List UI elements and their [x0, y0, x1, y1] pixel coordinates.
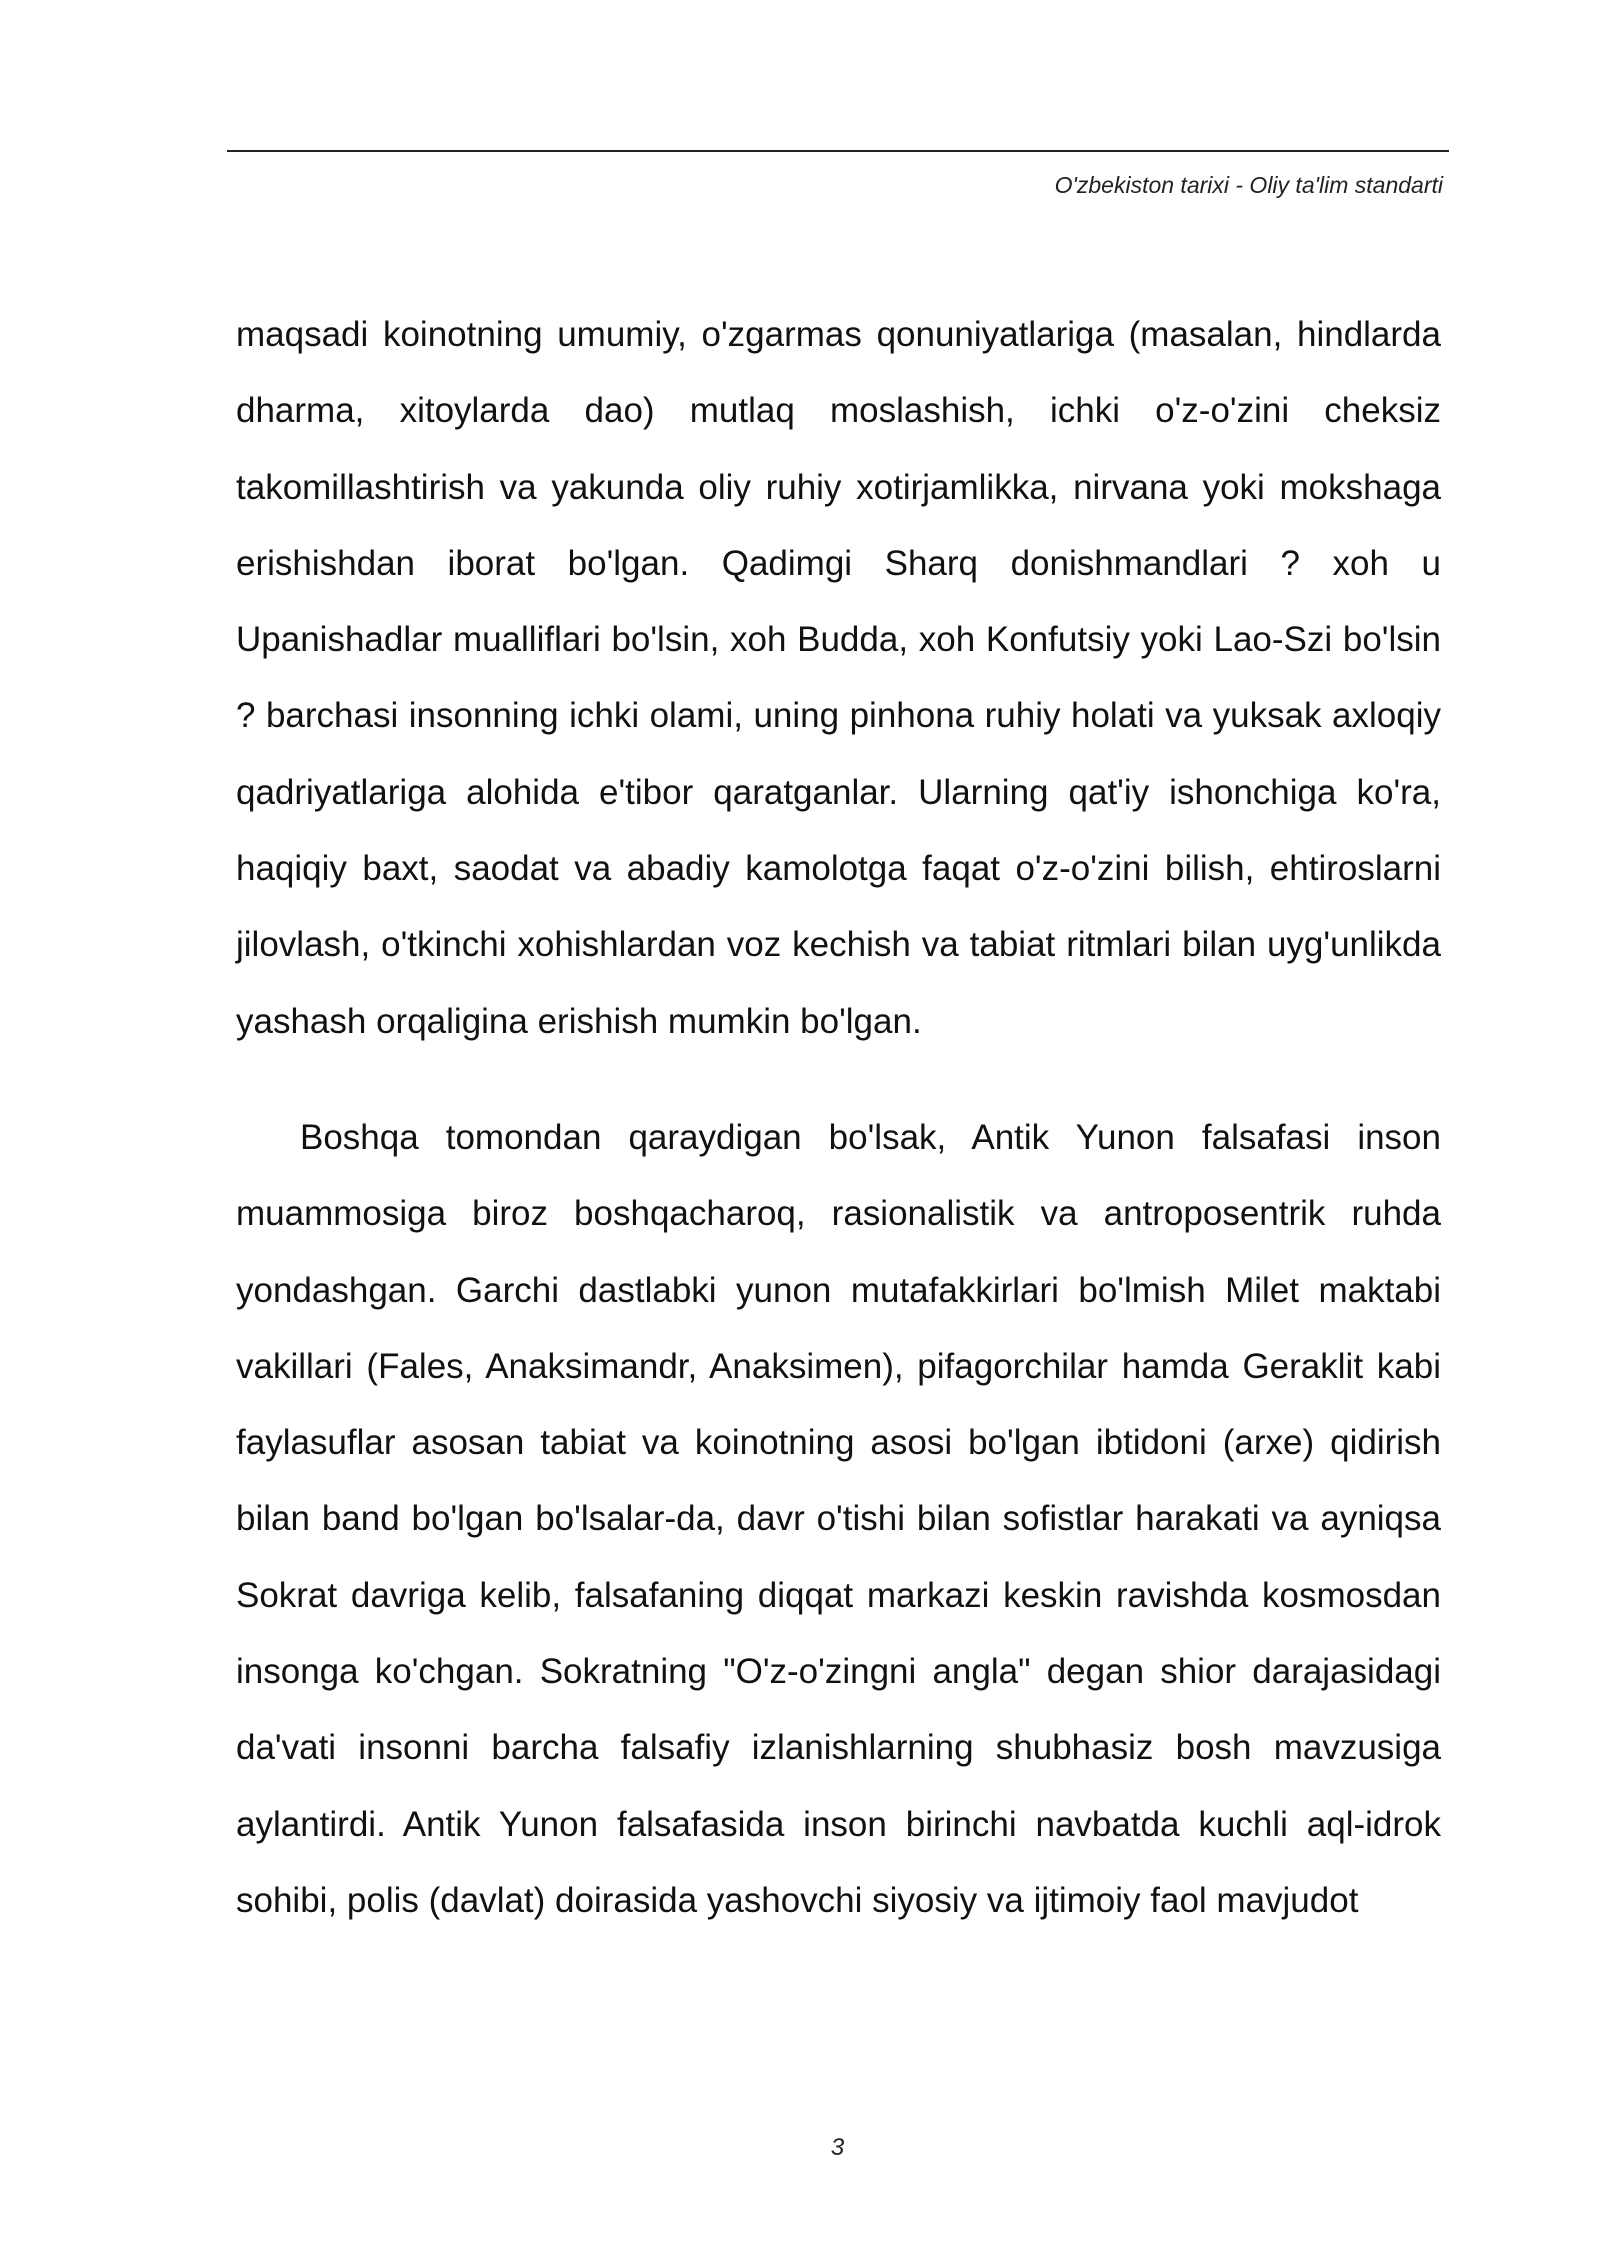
page-number: 3 — [830, 2134, 845, 2161]
body-text — [236, 297, 1441, 1939]
paragraph: maqsadi koinotning umumiy, o'zgarmas qonuniyatlariga (masalan, hindlarda dharma, xitoylarda dao) mutlaq moslashish, ichki o'z-o'zini cheksiz takomillashtirish va yakunda oliy ruhiy xotirjamlikka, nirvana yoki mokshaga erishishdan iborat bo'lgan. Qadimgi Sharq donishmandlari ? xoh u Upanishadlar mualliflari bo'lsin, xoh Budda, xoh Konfutsiy yoki Lao-Szi bo'lsin ? barchasi insonning ichki olami, uning pinhona ruhiy holati va yuksak axloqiy qadriyatlariga alohida e'tibor qaratganlar. Ularning qat'iy ishonchiga ko'ra, haqiqiy baxt, saodat va abadiy kamolotga faqat o'z-o'zini bilish, ehtiroslarni jilovlash, o'tkinchi xohishlardan voz kechish va tabiat ritmlari bilan uyg'unlikda yashash orqaligina erishish mumkin bo'lgan. — [236, 315, 1441, 1041]
running-header: O'zbekiston tarixi - Oliy ta'lim standarti — [1054, 172, 1443, 198]
paragraph: Boshqa tomondan qaraydigan bo'lsak, Antik Yunon falsafasi inson muammosiga biroz boshqacharoq, rasionalistik va antroposentrik ruhda yondashgan. Garchi dastlabki yunon mutafakkirlari bo'lmish Milet maktabi vakillari (Fales, Anaksimandr, Anaksimen), pifagorchilar hamda Geraklit kabi faylasuflar asosan tabiat va koinotning asosi bo'lgan ibtidoni (arxe) qidirish bilan band bo'lgan bo'lsalar-da, davr o'tishi bilan sofistlar harakati va ayniqsa Sokrat davriga kelib, falsafaning diqqat markazi keskin ravishda kosmosdan insonga ko'chgan. Sokratning "O'z-o'zingni angla" degan shior darajasidagi da'vati insonni barcha falsafiy izlanishlarning shubhasiz bosh mavzusiga aylantirdi. Antik Yunon falsafasida inson birinchi navbatda kuchli aql-idrok sohibi, polis (davlat) doirasida yashovchi siyosiy va ijtimoiy faol mavjudot — [236, 1117, 1441, 1920]
header-rule — [227, 150, 1449, 152]
